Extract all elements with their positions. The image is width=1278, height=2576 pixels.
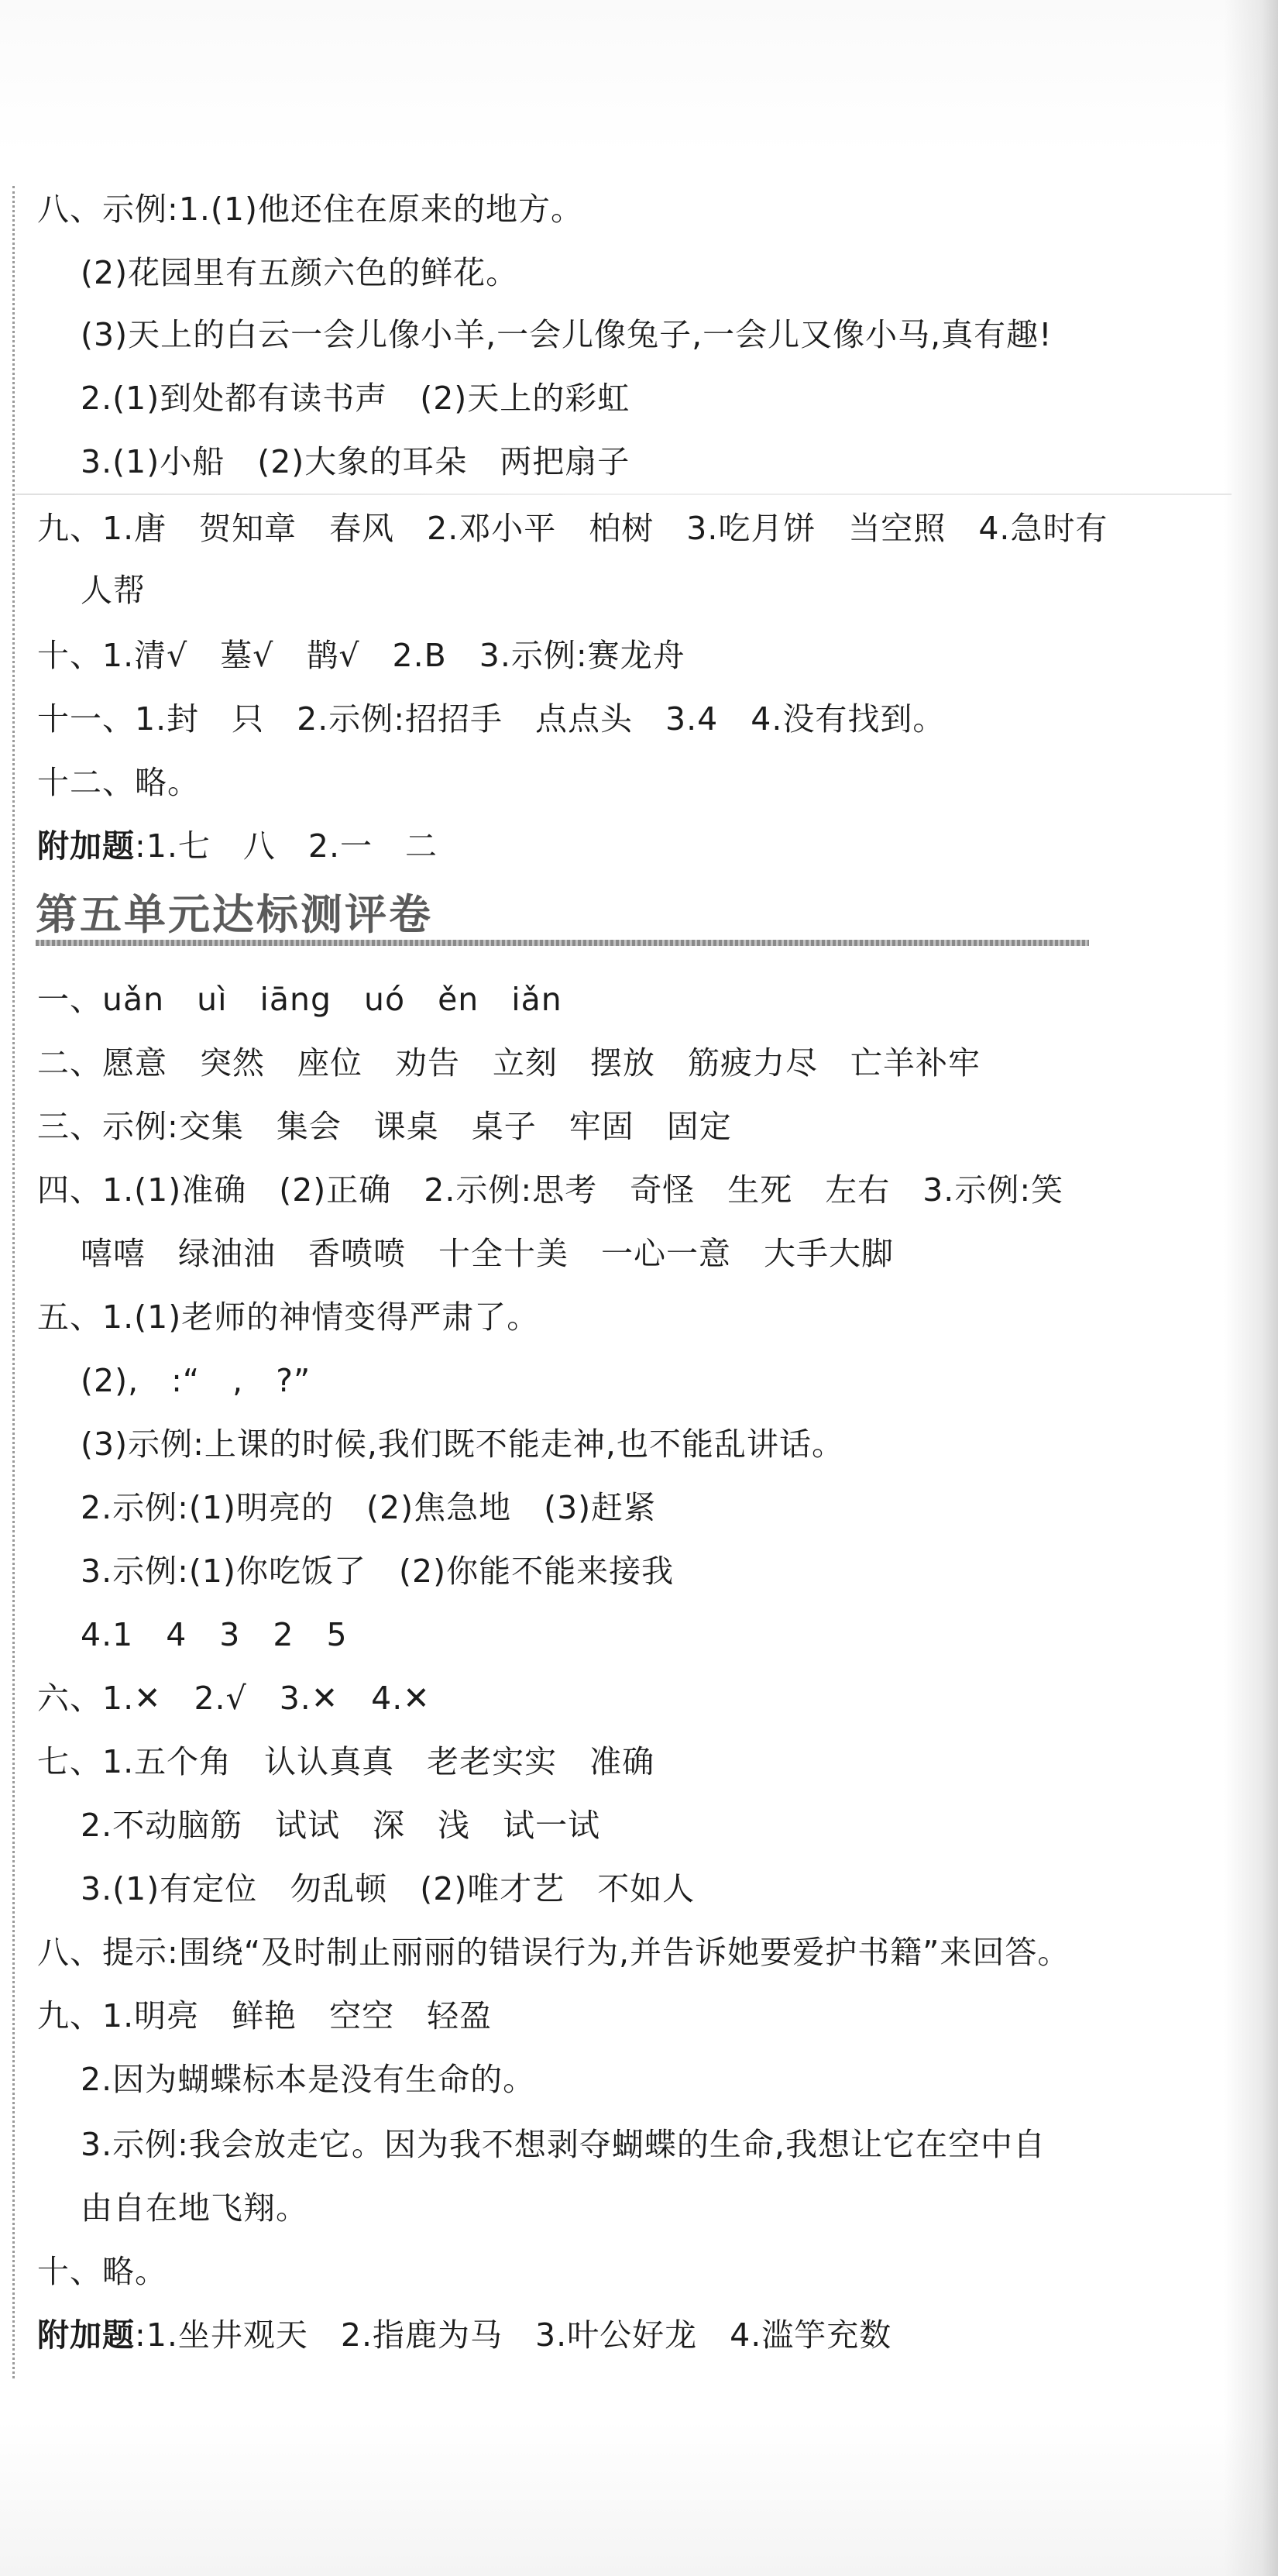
answer-line: 五、1.(1)老师的神情变得严肃了。 (37, 1298, 540, 1336)
bonus-label: 附加题 (37, 827, 135, 865)
answer-line: 四、1.(1)准确 (2)正确 2.示例:思考 奇怪 生死 左右 3.示例:笑 (37, 1171, 1064, 1209)
answer-line: 十、略。 (37, 2253, 167, 2290)
answer-line: 3.示例:我会放走它。因为我不想剥夺蝴蝶的生命,我想让它在空中自 (81, 2126, 1046, 2163)
answer-line: 2.不动脑筋 试试 深 浅 试一试 (81, 1807, 601, 1844)
bonus-line (37, 2315, 892, 2355)
answer-line: (2), :“ , ?” (81, 1362, 311, 1399)
answer-line: 由自在地飞翔。 (81, 2189, 308, 2227)
answer-line: 一、uǎn uì iāng uó ěn iǎn (37, 981, 562, 1018)
answer-line: 3.(1)有定位 勿乱顿 (2)唯才艺 不如人 (81, 1870, 696, 1907)
page-edge-shadow (1224, 0, 1278, 2576)
answer-line: 六、1.✕ 2.√ 3.✕ 4.✕ (37, 1680, 431, 1717)
answer-line: 2.示例:(1)明亮的 (2)焦急地 (3)赶紧 (81, 1489, 657, 1526)
answer-line: (3)示例:上课的时候,我们既不能走神,也不能乱讲话。 (81, 1426, 844, 1463)
section-title-rule (36, 940, 1089, 946)
answer-line: 八、提示:围绕“及时制止丽丽的错误行为,并告诉她要爱护书籍”来回答。 (37, 1934, 1070, 1971)
answer-line: 3.(1)小船 (2)大象的耳朵 两把扇子 (81, 443, 630, 480)
answer-line: 七、1.五个角 认认真真 老老实实 准确 (37, 1743, 655, 1780)
section-title: 第五单元达标测评卷 (36, 890, 433, 939)
answer-line: 嘻嘻 绿油油 香喷喷 十全十美 一心一意 大手大脚 (81, 1235, 894, 1272)
answer-line: 二、愿意 突然 座位 劝告 立刻 摆放 筋疲力尽 亡羊补牢 (37, 1044, 981, 1082)
answer-line: 4.1 4 3 2 5 (81, 1616, 348, 1653)
answer-line: 十一、1.封 只 2.示例:招招手 点点头 3.4 4.没有找到。 (37, 700, 946, 738)
answer-line: 十二、略。 (37, 764, 200, 801)
bonus-label: 附加题 (37, 2316, 135, 2354)
answer-line: 2.(1)到处都有读书声 (2)天上的彩虹 (81, 380, 630, 417)
page-fold-line (15, 494, 1232, 495)
answer-line: 十、1.清√ 墓√ 鹊√ 2.B 3.示例:赛龙舟 (37, 637, 685, 674)
answer-line: 2.因为蝴蝶标本是没有生命的。 (81, 2061, 536, 2098)
answer-line: 九、1.唐 贺知章 春风 2.邓小平 柏树 3.吃月饼 当空照 4.急时有 (37, 510, 1108, 547)
bonus-answers: :1.坐井观天 2.指鹿为马 3.叶公好龙 4.滥竽充数 (135, 2316, 892, 2354)
answer-line: 三、示例:交集 集会 课桌 桌子 牢固 固定 (37, 1108, 732, 1145)
bonus-line (37, 826, 438, 866)
answer-line: (2)花园里有五颜六色的鲜花。 (81, 254, 519, 291)
margin-dotted-line (12, 186, 15, 2378)
answer-line: (3)天上的白云一会儿像小羊,一会儿像兔子,一会儿又像小马,真有趣! (81, 316, 1053, 353)
answer-line: 九、1.明亮 鲜艳 空空 轻盈 (37, 1997, 493, 2034)
answer-line: 人帮 (81, 572, 146, 609)
answer-line: 八、示例:1.(1)他还住在原来的地方。 (37, 191, 584, 228)
answer-line: 3.示例:(1)你吃饭了 (2)你能不能来接我 (81, 1553, 675, 1590)
bonus-answers: :1.七 八 2.一 二 (135, 827, 438, 865)
